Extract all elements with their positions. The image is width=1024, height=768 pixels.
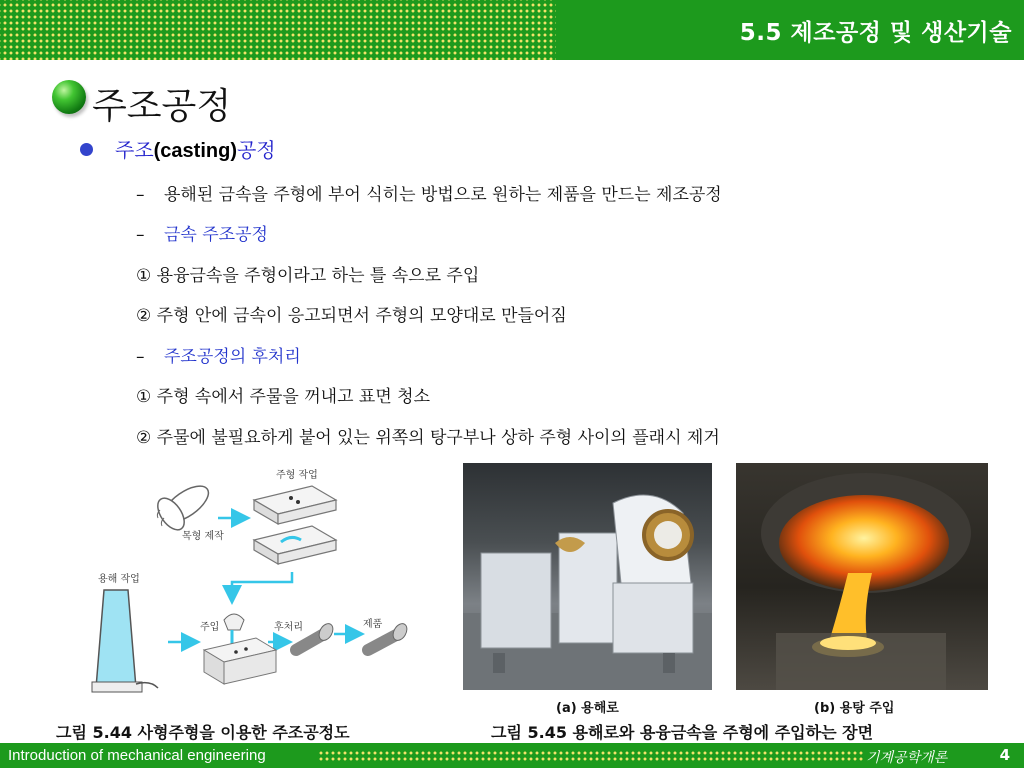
label-pouring: 주입 (200, 622, 220, 633)
list-item: ① 용융금속을 주형이라고 하는 틀 속으로 주입 (136, 266, 480, 286)
casting-heading (80, 134, 276, 163)
page-number: 4 (999, 746, 1010, 764)
figure-b-label: (b) 용탕 주입 (814, 701, 895, 716)
pouring-photo-illustration (736, 463, 988, 690)
slide-title: 주조공정 (92, 86, 232, 127)
heading-prefix: 주조 (115, 138, 154, 162)
figure-545-caption: 그림 5.45 용해로와 용융금속을 주형에 주입하는 장면 (491, 723, 874, 742)
section-title: 5.5 제조공정 및 생산기술 (739, 20, 1012, 46)
casting-process-diagram (76, 462, 426, 707)
dash-mark: – (136, 185, 145, 205)
label-melting: 용해 작업 (98, 574, 140, 585)
label-pattern-making: 목형 제작 (182, 531, 224, 542)
list-item (136, 342, 301, 367)
figure-544-caption: 그림 5.44 사형주형을 이용한 주조공정도 (56, 723, 350, 742)
melting-furnace-photo (463, 463, 712, 690)
label-mold-work: 주형 작업 (276, 470, 318, 481)
footer-dot-pattern (318, 750, 863, 762)
furnace-drawing (92, 590, 158, 692)
header-dot-pattern (0, 0, 556, 60)
bullet-dot-icon (80, 143, 93, 156)
label-product: 제품 (363, 619, 383, 630)
green-ball-bullet-icon (52, 80, 86, 114)
list-item (136, 180, 722, 205)
list-item-text: 주조공정의 후처리 (164, 347, 301, 367)
mold-boxes-drawing (254, 486, 336, 564)
footer-course-english: Introduction of mechanical engineering (8, 747, 266, 764)
heading-english: (casting) (153, 140, 237, 162)
footer-bar (0, 743, 1024, 768)
dash-mark: – (136, 347, 145, 367)
footer-course-korean: 기계공학개론 (866, 750, 948, 766)
list-item: ① 주형 속에서 주물을 꺼내고 표면 청소 (136, 387, 430, 407)
list-item-text: 금속 주조공정 (164, 225, 268, 245)
furnace-photo-illustration (463, 463, 712, 690)
list-item-text: 용해된 금속을 주형에 부어 식히는 방법으로 원하는 제품을 만드는 제조공정 (164, 185, 722, 205)
heading-suffix: 공정 (236, 138, 276, 162)
list-item: ② 주물에 불필요하게 붙어 있는 위쪽의 탕구부나 상하 주형 사이의 플래시 제거 (136, 428, 720, 448)
molten-metal-pouring-photo (736, 463, 988, 690)
figure-a-label: (a) 용해로 (556, 701, 619, 716)
pattern-drawing (152, 479, 214, 534)
header-bar (0, 0, 1024, 60)
dash-mark: – (136, 225, 145, 245)
list-item: ② 주형 안에 금속이 응고되면서 주형의 모양대로 만들어짐 (136, 306, 567, 326)
label-post-processing: 후처리 (274, 622, 303, 633)
list-item (136, 220, 268, 245)
